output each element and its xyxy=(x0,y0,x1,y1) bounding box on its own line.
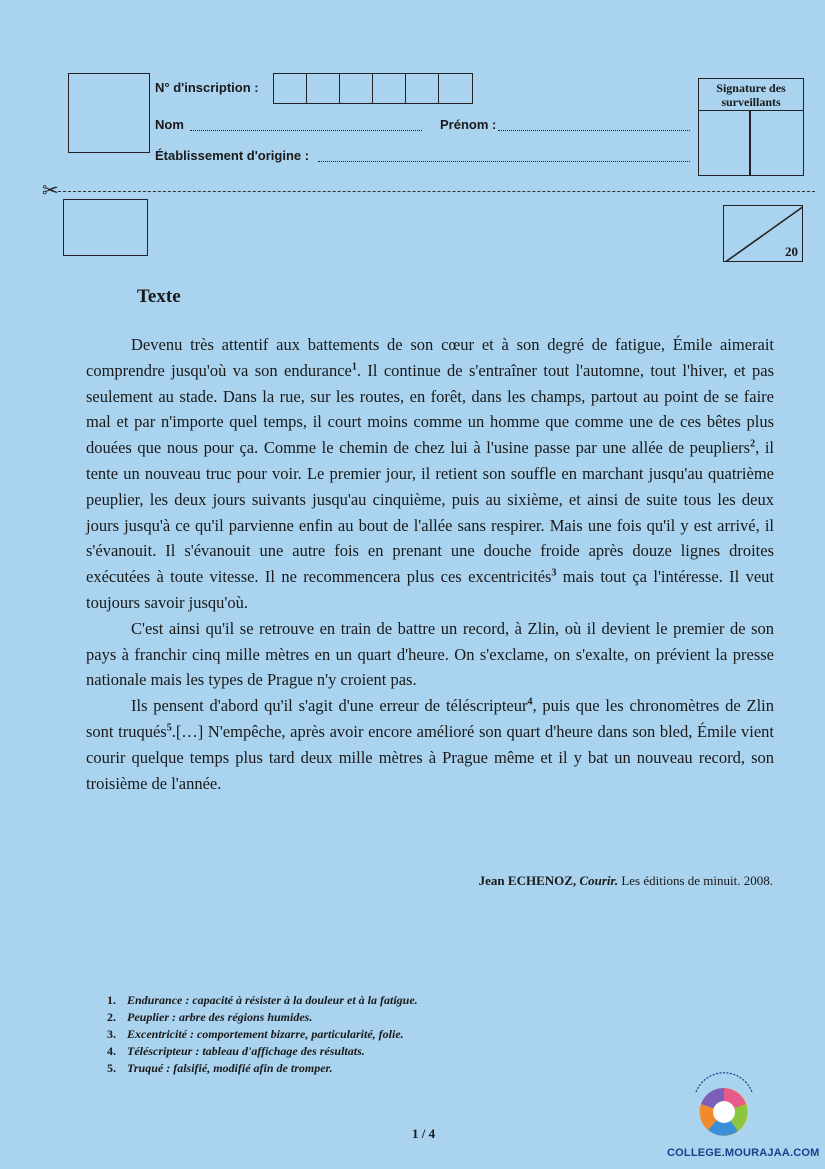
footnote-text: Endurance : capacité à résister à la douleur et à la fatigue. xyxy=(127,993,418,1007)
text-run: Devenu très attentif aux battements de son cœur et à son degré de fatigue, Émile aimerait comprendre jusqu'où va son endurance xyxy=(86,335,774,380)
credit-publisher: Les éditions de minuit. 2008. xyxy=(621,873,773,888)
inscription-cell[interactable] xyxy=(340,74,373,103)
signature-label: Signature des surveillants xyxy=(699,79,803,111)
footnote-ref: 1 xyxy=(351,361,357,373)
footnote-item xyxy=(107,1026,418,1043)
paragraph-2: C'est ainsi qu'il se retrouve en train de battre un record, à Zlin, où il devient le premier de son pays à franchir cinq mille mètres en un quart d'heure. On s'exclame, on s'exalte, on prévient la presse nationale mais les types de Prague n'y croient pas. xyxy=(86,618,774,690)
text-run: , il tente un nouveau truc pour voir. Le premier jour, il retient son souffle en marchant jusqu'au quatrième peuplier, les deux jours suivants jusqu'au cinquième, puis au sixième, et ainsi de suite tous les deux jours jusqu'à ce qu'il parvienne enfin au bout de l'allée sans respirer. Mais une fois qu'il y est arrivé, il s'évanouit. Il s'évanouit une autre fois en prenant une douche froide après douze lignes droites exécutées à toute vitesse. Il ne recommencera plus ces excentricités xyxy=(86,438,775,587)
inscription-label: N° d'inscription : xyxy=(155,80,259,95)
footnote-text: Truqué : falsifié, modifié afin de tromper. xyxy=(127,1061,333,1075)
inscription-cell[interactable] xyxy=(439,74,472,103)
etablissement-label: Établissement d'origine : xyxy=(155,148,310,163)
page-number: 1 / 4 xyxy=(412,1126,436,1141)
footnote-text: Téléscripteur : tableau d'affichage des résultats. xyxy=(127,1044,365,1058)
inscription-number-field[interactable] xyxy=(273,73,473,104)
inscription-cell[interactable] xyxy=(274,74,307,103)
scissors-icon: ✂ xyxy=(42,178,59,202)
signature-box xyxy=(698,78,804,176)
footnote-item xyxy=(107,1009,418,1026)
inscription-cell[interactable] xyxy=(373,74,406,103)
etablissement-field[interactable] xyxy=(318,150,690,162)
text-run: . Il continue de s'entraîner tout l'automne, tout l'hiver, et pas seulement au stade. Dans la rue, sur les routes, en forêt, dans les champs, partout au point de se faire mal et par n'importe quel temps, il court moins comme un homme que comme une de ces bêtes plus douées que nous pour ça. Comme le chemin de chez lui à l'usine passe par une allée de peupliers xyxy=(86,360,774,458)
text-run: mais tout ça l'intéresse. Il veut toujours savoir jusqu'où. xyxy=(86,567,774,612)
credit-work: Courir. xyxy=(579,873,619,888)
text-run: , puis que les chronomètres de Zlin sont truqués xyxy=(86,696,775,741)
photo-box xyxy=(68,73,150,153)
text-run: .[…] N'empêche, après avoir encore amélioré son quart d'heure dans son bled, Émile vient courir quelque temps plus tard deux mille mètres à Prague même et il y bat un nouveau record, son troisième de l'année. xyxy=(86,721,774,793)
footnote-number: 3. xyxy=(107,1027,116,1041)
footnote-ref: 5 xyxy=(166,722,172,734)
anonymous-code-box xyxy=(63,199,148,256)
site-logo-icon xyxy=(686,1070,762,1146)
footnote-text: Peuplier : arbre des régions humides. xyxy=(127,1010,313,1024)
footnote-ref: 2 xyxy=(750,438,756,450)
inscription-cell[interactable] xyxy=(307,74,340,103)
prenom-label: Prénom : xyxy=(440,117,497,132)
signature-divider xyxy=(749,111,751,175)
footnote-number: 1. xyxy=(107,993,116,1007)
grade-box xyxy=(723,205,803,262)
inscription-cell[interactable] xyxy=(406,74,439,103)
paragraph-1 xyxy=(86,332,774,616)
text-title: Texte xyxy=(137,286,181,307)
grade-total: 20 xyxy=(785,244,798,259)
footnotes xyxy=(107,992,418,1077)
prenom-field[interactable] xyxy=(498,119,690,131)
nom-field[interactable] xyxy=(190,119,422,131)
cut-line xyxy=(58,191,815,192)
footnote-item xyxy=(107,1043,418,1060)
passage xyxy=(86,332,774,796)
nom-label: Nom xyxy=(155,117,184,132)
footnote-number: 5. xyxy=(107,1061,116,1075)
site-url: COLLEGE.MOURAJAA.COM xyxy=(667,1147,820,1159)
footnote-item xyxy=(107,992,418,1009)
credit-author: Jean ECHENOZ, xyxy=(478,873,577,888)
footnote-ref: 4 xyxy=(527,696,533,708)
text-run: Ils pensent d'abord qu'il s'agit d'une erreur de téléscripteur xyxy=(131,696,528,716)
footnote-number: 4. xyxy=(107,1044,116,1058)
paragraph-3 xyxy=(86,693,774,796)
footnote-ref: 3 xyxy=(551,567,557,579)
footnote-number: 2. xyxy=(107,1010,116,1024)
source-credit xyxy=(479,873,773,889)
footnote-item xyxy=(107,1060,418,1077)
footnote-text: Excentricité : comportement bizarre, particularité, folie. xyxy=(127,1027,404,1041)
